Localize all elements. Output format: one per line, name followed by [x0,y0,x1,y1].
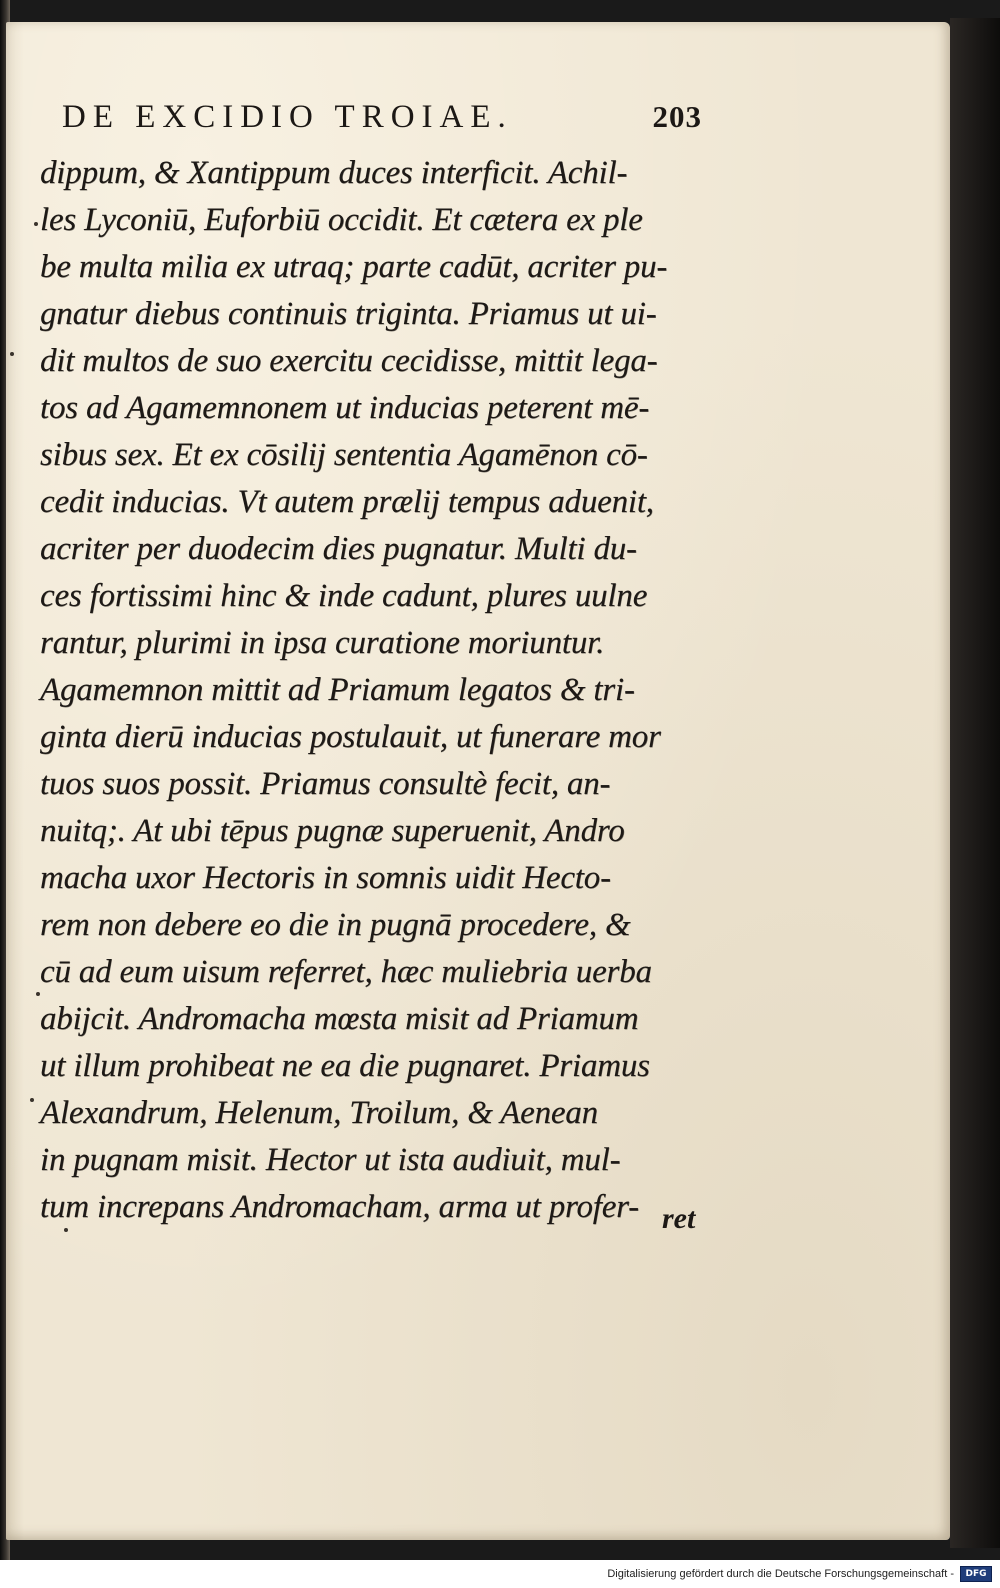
paper-speck [34,222,38,226]
text-line: dit multos de suo exercitu cecidisse, mittit lega- [40,343,658,379]
text-line: Agamemnon mittit ad Priamum legatos & tri- [40,672,635,708]
text-line: tos ad Agamemnonem ut inducias peterent mē- [40,390,650,426]
page-number: 203 [652,99,702,134]
text-line: ces fortissimi hinc & inde cadunt, plures uulne [40,578,648,614]
paper-speck [10,352,14,356]
text-line: tum increpans Andromacham, arma ut profer- [40,1189,639,1225]
funding-credit: Digitalisierung gefördert durch die Deutsche Forschungsgemeinschaft - [607,1568,954,1580]
paper-speck [36,992,40,996]
text-line: rem non debere eo die in pugnā procedere, & [40,907,631,943]
text-line: macha uxor Hectoris in somnis uidit Hecto- [40,860,611,896]
digitization-footer [0,1560,1000,1588]
text-line: rantur, plurimi in ipsa curatione moriuntur. [40,625,605,661]
text-line: dippum, & Xantippum duces interficit. Achil- [40,155,628,191]
page-edge-shadow [950,18,1000,1548]
running-title: DE EXCIDIO TROIAE. [62,98,513,135]
text-line: in pugnam misit. Hector ut ista audiuit, mul- [40,1142,621,1178]
running-header [62,92,702,142]
text-line: ut illum prohibeat ne ea die pugnaret. Priamus [40,1048,650,1084]
text-line: tuos suos possit. Priamus consultè fecit, an- [40,766,611,802]
text-line: ginta dierū inducias postulauit, ut funerare mor [40,719,661,755]
dfg-logo-icon: DFG [960,1566,992,1582]
text-line: Alexandrum, Helenum, Troilum, & Aenean [40,1095,598,1131]
text-line: gnatur diebus continuis triginta. Priamus ut ui- [40,296,657,332]
body-text [40,150,708,1231]
text-line: cedit inducias. Vt autem prælij tempus aduenit, [40,484,654,520]
text-line: nuitq;. At ubi tēpus pugnæ superuenit, Andro [40,813,625,849]
text-line: les Lyconiū, Euforbiū occidit. Et cætera ex ple [40,202,643,238]
text-line: be multa milia ex utraq; parte cadūt, acriter pu- [40,249,668,285]
paper-speck [64,1228,68,1232]
paper-speck [30,1098,34,1102]
text-line: cū ad eum uisum referret, hæc muliebria uerba [40,954,652,990]
text-line: sibus sex. Et ex cōsilij sententia Agamēnon cō- [40,437,648,473]
catchword: ret [662,1202,696,1235]
text-line: abijcit. Andromacha mœsta misit ad Priamum [40,1001,639,1037]
text-line: acriter per duodecim dies pugnatur. Multi du- [40,531,637,567]
